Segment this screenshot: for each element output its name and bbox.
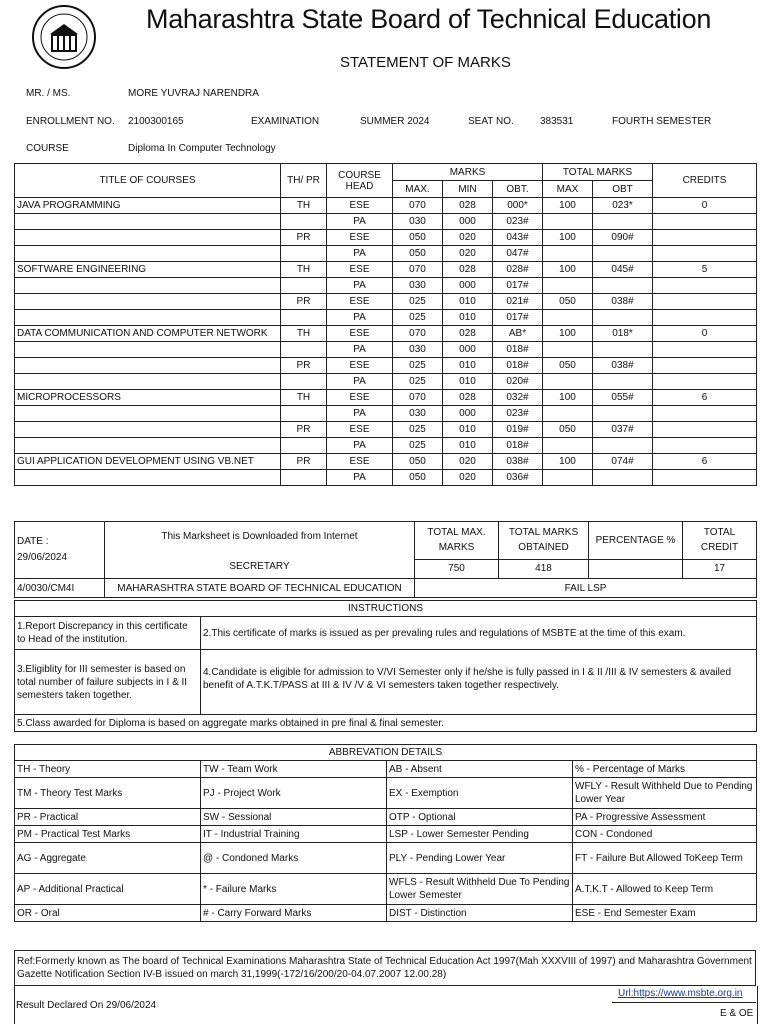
marks-row (15, 294, 757, 310)
marks-cell-min: 000 (443, 342, 493, 358)
msbte-url-link[interactable]: Url:https://www.msbte.org.in (618, 988, 743, 999)
marks-cell-title (15, 422, 281, 438)
marks-cell-title (15, 438, 281, 454)
marks-cell-max: 070 (393, 326, 443, 342)
footer-table (14, 950, 756, 986)
marks-cell-head: PA (327, 342, 393, 358)
reference-note: Ref:Formerly known as The board of Technical Examinations Maharashtra State of Technical Education Act 1997(Mah XXXVIII of 1997) and Maharashtra Government Gazette Notification Section IV-B issued on march 31,1999(-172/16/200/20-04.07.2007 12.00.28) (15, 951, 756, 986)
marks-cell-tmax (543, 278, 593, 294)
marks-cell-tmax: 100 (543, 454, 593, 470)
marks-cell-tmax (543, 310, 593, 326)
total-max-value: 750 (415, 559, 499, 578)
marks-cell-min: 000 (443, 214, 493, 230)
marks-cell-title (15, 406, 281, 422)
abbreviation-cell: ESE - End Semester Exam (573, 905, 757, 922)
marks-cell-tobt: 038# (593, 358, 653, 374)
marks-cell-max: 025 (393, 422, 443, 438)
abbreviation-cell: % - Percentage of Marks (573, 761, 757, 778)
marks-cell-head: PA (327, 246, 393, 262)
marks-cell-obt: 043# (493, 230, 543, 246)
secretary-label: SECRETARY (229, 561, 290, 572)
marks-cell-head: ESE (327, 230, 393, 246)
marks-cell-type: TH (281, 390, 327, 406)
marks-cell-obt: AB* (493, 326, 543, 342)
marks-cell-credits: 0 (653, 198, 757, 214)
marks-cell-min: 010 (443, 358, 493, 374)
marks-cell-title: GUI APPLICATION DEVELOPMENT USING VB.NET (15, 454, 281, 470)
header-th-pr: TH/ PR (281, 164, 327, 198)
marks-cell-max: 025 (393, 310, 443, 326)
marks-cell-title (15, 470, 281, 486)
abbreviation-cell: PM - Practical Test Marks (15, 826, 201, 843)
marksheet-code: 4/0030/CM4I (15, 579, 105, 598)
marks-cell-credits (653, 294, 757, 310)
abbreviation-cell: PJ - Project Work (201, 778, 387, 809)
marks-cell-tmax: 100 (543, 230, 593, 246)
summary-table (14, 521, 757, 598)
marks-cell-tmax (543, 374, 593, 390)
marks-cell-credits (653, 374, 757, 390)
marks-cell-credits: 6 (653, 454, 757, 470)
marks-row (15, 454, 757, 470)
marks-cell-tmax: 100 (543, 262, 593, 278)
marks-cell-credits (653, 422, 757, 438)
instructions-heading: INSTRUCTIONS (15, 601, 757, 617)
enrollment-number: 2100300165 (128, 116, 184, 127)
marks-cell-credits (653, 358, 757, 374)
board-title: Maharashtra State Board of Technical Education (146, 4, 712, 34)
marks-cell-tobt (593, 470, 653, 486)
marks-cell-title (15, 358, 281, 374)
marks-cell-credits (653, 310, 757, 326)
marks-cell-obt: 017# (493, 310, 543, 326)
marks-cell-credits: 5 (653, 262, 757, 278)
marks-cell-tobt (593, 310, 653, 326)
marks-cell-title: SOFTWARE ENGINEERING (15, 262, 281, 278)
marks-row (15, 310, 757, 326)
document-subtitle: STATEMENT OF MARKS (340, 54, 511, 71)
abbreviation-row (15, 874, 757, 905)
marks-cell-title (15, 310, 281, 326)
marks-cell-obt: 018# (493, 342, 543, 358)
marks-cell-obt: 032# (493, 390, 543, 406)
marks-cell-type (281, 406, 327, 422)
result-status: FAIL LSP (415, 579, 757, 598)
total-max-label: TOTAL MAX. MARKS (415, 522, 499, 560)
name-label: MR. / MS. (26, 88, 71, 99)
marks-cell-type: TH (281, 326, 327, 342)
marks-cell-obt: 038# (493, 454, 543, 470)
abbreviation-cell: AB - Absent (387, 761, 573, 778)
marks-cell-min: 020 (443, 230, 493, 246)
marks-cell-max: 025 (393, 374, 443, 390)
secretary-cell (105, 522, 415, 579)
seat-label: SEAT NO. (468, 116, 514, 127)
marks-cell-head: ESE (327, 358, 393, 374)
header-max: MAX. (393, 181, 443, 198)
marks-cell-tobt: 038# (593, 294, 653, 310)
marks-cell-title: MICROPROCESSORS (15, 390, 281, 406)
marks-cell-min: 020 (443, 246, 493, 262)
marks-cell-obt: 021# (493, 294, 543, 310)
abbreviation-cell: WFLS - Result Withheld Due To Pending Lower Semester (387, 874, 573, 905)
marks-cell-tmax (543, 406, 593, 422)
date-label: DATE : (17, 536, 49, 547)
abbreviation-row (15, 761, 757, 778)
marks-cell-tmax: 050 (543, 422, 593, 438)
footer-divider (612, 1002, 756, 1003)
marks-cell-tobt (593, 374, 653, 390)
seat-number: 383531 (540, 116, 574, 127)
marks-cell-max: 070 (393, 198, 443, 214)
marks-cell-obt: 019# (493, 422, 543, 438)
marks-row (15, 230, 757, 246)
marks-cell-head: ESE (327, 326, 393, 342)
marks-cell-tmax (543, 342, 593, 358)
eoe-note: E & OE (720, 1008, 754, 1019)
abbreviation-row (15, 826, 757, 843)
enrollment-label: ENROLLMENT NO. (26, 116, 115, 127)
marks-cell-head: ESE (327, 390, 393, 406)
total-credit-label: TOTAL CREDIT (683, 522, 757, 560)
header-marks: MARKS (393, 164, 543, 181)
marks-table (14, 163, 757, 486)
marks-cell-obt: 023# (493, 406, 543, 422)
marks-row (15, 214, 757, 230)
marks-cell-type (281, 470, 327, 486)
marks-cell-credits (653, 246, 757, 262)
marks-cell-title (15, 342, 281, 358)
marks-cell-max: 030 (393, 406, 443, 422)
marks-cell-tobt: 037# (593, 422, 653, 438)
marks-cell-type: TH (281, 198, 327, 214)
marks-cell-credits (653, 230, 757, 246)
marks-cell-tmax: 100 (543, 198, 593, 214)
marks-cell-title (15, 214, 281, 230)
marks-cell-title (15, 374, 281, 390)
abbreviation-cell: A.T.K.T - Allowed to Keep Term (573, 874, 757, 905)
marks-cell-type (281, 342, 327, 358)
marks-row (15, 406, 757, 422)
marks-cell-tmax: 100 (543, 390, 593, 406)
instruction-3: 3.Eligiblity for III semester is based on total number of failure subjects in I & II semesters taken together. (15, 650, 201, 715)
marks-cell-max: 050 (393, 246, 443, 262)
marks-cell-type: PR (281, 358, 327, 374)
marks-cell-tobt: 045# (593, 262, 653, 278)
marks-cell-head: PA (327, 438, 393, 454)
instruction-1: 1.Report Discrepancy in this certificate to Head of the institution. (15, 617, 201, 650)
marks-cell-credits (653, 214, 757, 230)
marks-cell-obt: 018# (493, 358, 543, 374)
msbte-logo (28, 4, 100, 70)
marks-cell-obt: 047# (493, 246, 543, 262)
abbreviation-cell: @ - Condoned Marks (201, 843, 387, 874)
examination-label: EXAMINATION (251, 116, 320, 127)
abbreviation-cell: WFLY - Result Withheld Due to Pending Lower Year (573, 778, 757, 809)
student-name: MORE YUVRAJ NARENDRA (128, 88, 259, 99)
percentage-value (589, 559, 683, 578)
marks-cell-tmax: 100 (543, 326, 593, 342)
marks-cell-obt: 018# (493, 438, 543, 454)
marks-cell-max: 030 (393, 278, 443, 294)
instruction-4: 4.Candidate is eligible for admission to V/VI Semester only if he/she is fully passed in I & II /III & IV semesters & availed benefit of A.T.K.T/PASS at III & IV /V & VI semesters taken together respectively. (201, 650, 757, 715)
marks-cell-min: 028 (443, 326, 493, 342)
marks-cell-tmax: 050 (543, 358, 593, 374)
marks-cell-obt: 023# (493, 214, 543, 230)
marks-cell-max: 050 (393, 454, 443, 470)
course-label: COURSE (26, 143, 69, 154)
marks-cell-obt: 028# (493, 262, 543, 278)
marks-cell-title: JAVA PROGRAMMING (15, 198, 281, 214)
marks-cell-type (281, 310, 327, 326)
marks-cell-max: 025 (393, 294, 443, 310)
download-note: This Marksheet is Downloaded from Internet (161, 531, 358, 542)
marks-cell-title: DATA COMMUNICATION AND COMPUTER NETWORK (15, 326, 281, 342)
abbreviation-cell: IT - Industrial Training (201, 826, 387, 843)
marks-cell-credits (653, 278, 757, 294)
marks-row (15, 278, 757, 294)
marks-cell-min: 020 (443, 454, 493, 470)
marks-cell-min: 010 (443, 422, 493, 438)
abbreviation-cell: OTP - Optional (387, 809, 573, 826)
marks-cell-min: 020 (443, 470, 493, 486)
abbreviation-cell: LSP - Lower Semester Pending (387, 826, 573, 843)
header-obt: OBT. (493, 181, 543, 198)
marks-cell-min: 010 (443, 310, 493, 326)
marks-cell-head: PA (327, 470, 393, 486)
marks-cell-max: 070 (393, 390, 443, 406)
total-obtained-value: 418 (499, 559, 589, 578)
instructions-table (14, 600, 757, 732)
marks-cell-tobt (593, 438, 653, 454)
marks-cell-max: 025 (393, 438, 443, 454)
date-value: 29/06/2024 (17, 552, 68, 563)
marks-cell-credits: 0 (653, 326, 757, 342)
marks-cell-head: ESE (327, 422, 393, 438)
abbreviation-cell: FT - Failure But Allowed ToKeep Term (573, 843, 757, 874)
abbreviation-cell: TM - Theory Test Marks (15, 778, 201, 809)
header-min: MIN (443, 181, 493, 198)
marks-cell-title (15, 294, 281, 310)
marks-cell-head: ESE (327, 262, 393, 278)
marks-cell-tmax (543, 214, 593, 230)
marks-row (15, 438, 757, 454)
marks-cell-head: PA (327, 406, 393, 422)
marks-cell-min: 028 (443, 262, 493, 278)
marks-cell-tmax (543, 246, 593, 262)
marks-cell-title (15, 230, 281, 246)
marks-cell-type (281, 438, 327, 454)
marks-row (15, 246, 757, 262)
marks-cell-max: 050 (393, 230, 443, 246)
abbreviation-cell: # - Carry Forward Marks (201, 905, 387, 922)
marks-cell-max: 070 (393, 262, 443, 278)
abbreviation-cell: PR - Practical (15, 809, 201, 826)
marks-cell-head: PA (327, 278, 393, 294)
marks-row (15, 342, 757, 358)
abbreviation-row (15, 843, 757, 874)
abbreviation-cell: EX - Exemption (387, 778, 573, 809)
marks-cell-tmax (543, 470, 593, 486)
board-name: MAHARASHTRA STATE BOARD OF TECHNICAL EDUCATION (105, 579, 415, 598)
marks-cell-type: PR (281, 422, 327, 438)
date-cell (15, 522, 105, 579)
instruction-5: 5.Class awarded for Diploma is based on aggregate marks obtained in pre final & final semester. (15, 715, 757, 732)
marks-row (15, 470, 757, 486)
marks-cell-head: ESE (327, 294, 393, 310)
marks-cell-title (15, 278, 281, 294)
marks-row (15, 326, 757, 342)
marks-cell-obt: 017# (493, 278, 543, 294)
marks-cell-min: 000 (443, 406, 493, 422)
marks-row (15, 422, 757, 438)
marks-cell-obt: 036# (493, 470, 543, 486)
marks-cell-min: 010 (443, 438, 493, 454)
marks-cell-obt: 020# (493, 374, 543, 390)
marks-cell-min: 028 (443, 198, 493, 214)
instruction-2: 2.This certificate of marks is issued as per prevaling rules and regulations of MSBTE at the time of this exam. (201, 617, 757, 650)
marks-cell-tobt (593, 278, 653, 294)
marks-cell-min: 028 (443, 390, 493, 406)
marks-cell-max: 050 (393, 470, 443, 486)
marks-cell-credits (653, 438, 757, 454)
marks-cell-tobt: 090# (593, 230, 653, 246)
marks-cell-type: PR (281, 294, 327, 310)
abbreviation-cell: AP - Additional Practical (15, 874, 201, 905)
marks-row (15, 390, 757, 406)
marks-cell-obt: 000* (493, 198, 543, 214)
marks-cell-tobt (593, 246, 653, 262)
marks-cell-head: PA (327, 374, 393, 390)
abbreviations-table (14, 744, 757, 922)
header-title-of-courses: TITLE OF COURSES (15, 164, 281, 198)
marks-cell-type (281, 278, 327, 294)
examination-value: SUMMER 2024 (360, 116, 430, 127)
marks-cell-tobt: 023* (593, 198, 653, 214)
semester-value: FOURTH SEMESTER (612, 116, 712, 127)
marks-cell-type: PR (281, 230, 327, 246)
course-value: Diploma In Computer Technology (128, 143, 276, 154)
marks-cell-max: 030 (393, 214, 443, 230)
abbreviation-cell: TW - Team Work (201, 761, 387, 778)
abbreviation-cell: * - Failure Marks (201, 874, 387, 905)
marks-cell-min: 000 (443, 278, 493, 294)
marks-cell-tobt: 074# (593, 454, 653, 470)
result-declared: Result Declared On 29/06/2024 (16, 1000, 157, 1011)
marks-cell-type: PR (281, 454, 327, 470)
abbreviation-cell: SW - Sessional (201, 809, 387, 826)
total-obtained-label: TOTAL MARKS OBTAINED (499, 522, 589, 560)
marks-row (15, 358, 757, 374)
marks-cell-tobt (593, 342, 653, 358)
marks-cell-max: 030 (393, 342, 443, 358)
abbreviation-cell: PA - Progressive Assessment (573, 809, 757, 826)
marks-cell-tmax: 050 (543, 294, 593, 310)
marks-cell-credits (653, 342, 757, 358)
marks-cell-tobt: 018* (593, 326, 653, 342)
marks-cell-head: PA (327, 214, 393, 230)
marks-cell-tobt (593, 406, 653, 422)
header-total-obt: OBT (593, 181, 653, 198)
abbreviation-cell: PLY - Pending Lower Year (387, 843, 573, 874)
marks-cell-credits (653, 406, 757, 422)
header-credits: CREDITS (653, 164, 757, 198)
marks-row (15, 262, 757, 278)
header-total-max: MAX (543, 181, 593, 198)
marks-cell-type (281, 214, 327, 230)
marks-cell-tobt: 055# (593, 390, 653, 406)
abbreviation-cell: DIST - Distinction (387, 905, 573, 922)
marks-row (15, 198, 757, 214)
marks-cell-type: TH (281, 262, 327, 278)
marks-cell-credits (653, 470, 757, 486)
marks-row (15, 374, 757, 390)
marks-cell-tmax (543, 438, 593, 454)
percentage-label: PERCENTAGE % (589, 522, 683, 560)
total-credit-value: 17 (683, 559, 757, 578)
marks-cell-head: PA (327, 310, 393, 326)
abbreviation-cell: CON - Condoned (573, 826, 757, 843)
abbreviation-row (15, 809, 757, 826)
marks-cell-min: 010 (443, 374, 493, 390)
marks-cell-head: ESE (327, 198, 393, 214)
marks-cell-min: 010 (443, 294, 493, 310)
abbreviation-cell: TH - Theory (15, 761, 201, 778)
abbreviation-cell: OR - Oral (15, 905, 201, 922)
marks-cell-credits: 6 (653, 390, 757, 406)
abbreviations-heading: ABBREVATION DETAILS (15, 745, 757, 761)
marks-cell-type (281, 374, 327, 390)
header-total-marks: TOTAL MARKS (543, 164, 653, 181)
abbreviation-row (15, 778, 757, 809)
marks-cell-max: 025 (393, 358, 443, 374)
header-course-head: COURSE HEAD (327, 164, 393, 198)
marks-cell-tobt (593, 214, 653, 230)
marks-cell-head: ESE (327, 454, 393, 470)
abbreviation-row (15, 905, 757, 922)
marks-cell-title (15, 246, 281, 262)
marks-cell-type (281, 246, 327, 262)
abbreviation-cell: AG - Aggregate (15, 843, 201, 874)
